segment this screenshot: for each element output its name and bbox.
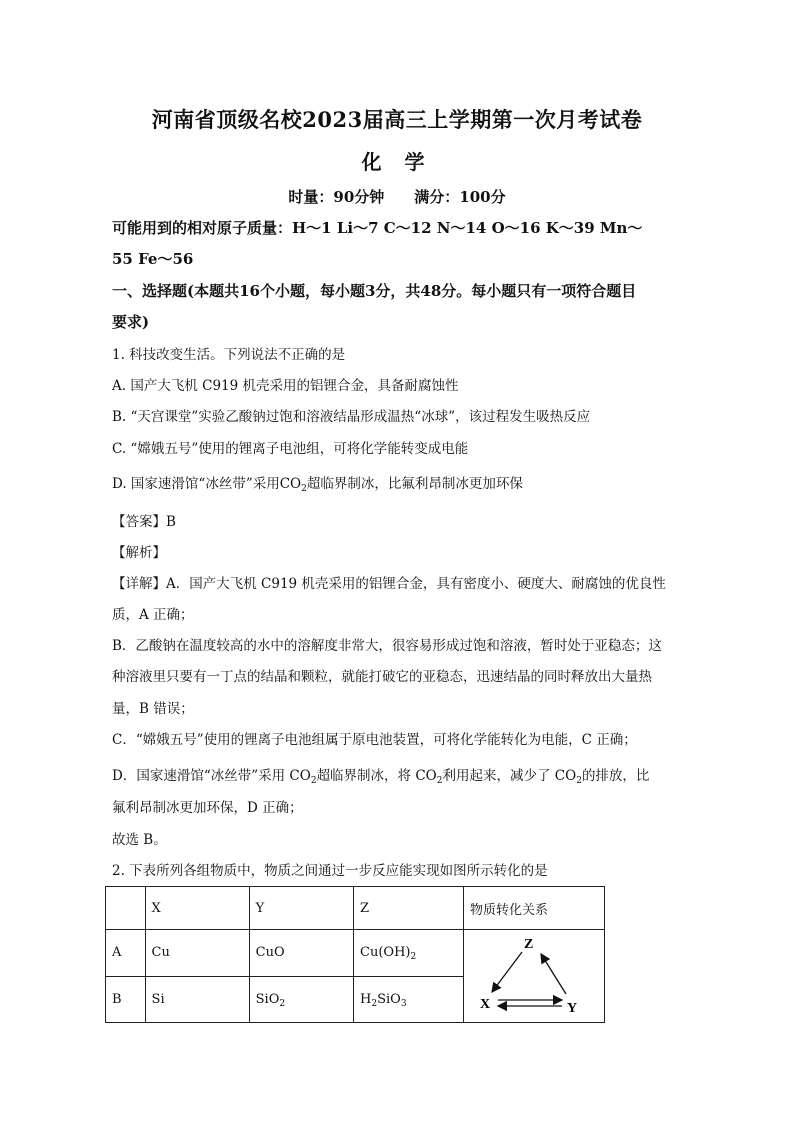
section1-heading-cont: 要求)	[112, 313, 150, 331]
table-cell: A	[106, 930, 146, 977]
rowb-z-sub2: 3	[400, 998, 407, 1009]
q1-detail-6: C．“嫦娥五号”使用的锂离子电池组属于原电池装置，可将化学能转化为电能，C 正确；	[112, 732, 637, 748]
table-cell: Cu	[145, 930, 249, 977]
diagram-label-x: X	[480, 997, 491, 1012]
exam-score: 满分：100分	[414, 188, 506, 206]
q1-option-d-sub: 2	[301, 484, 307, 494]
q1-detail-7-sub2: 2	[436, 776, 443, 786]
q1-detail-2: 质，A 正确；	[112, 607, 194, 623]
rowb-z-sub: 2	[371, 998, 378, 1009]
q1-detail-5: 量，B 错误；	[112, 701, 194, 717]
q1-stem: 1. 科技改变生活。下列说法不正确的是	[112, 347, 346, 363]
rowb-y-pre: SiO	[255, 991, 280, 1007]
table-header-row	[106, 887, 605, 930]
table-header-cell: Y	[249, 887, 353, 930]
q1-detail-7b: 超临界制冰，将 CO	[316, 768, 437, 784]
conversion-diagram	[464, 930, 604, 1018]
conversion-diagram-cell	[464, 930, 605, 1023]
rowb-z-post: SiO	[377, 991, 401, 1007]
q1-option-d	[112, 472, 523, 492]
q1-detail-4: 种溶液里只要有一丁点的结晶和颗粒，就能打破它的亚稳态，迅速结晶的同时释放出大量热	[112, 669, 652, 685]
q1-detail-3: B．乙酸钠在温度较高的水中的溶解度非常大，很容易形成过饱和溶液，暂时处于亚稳态；这	[112, 638, 662, 654]
arrow-z-to-x	[492, 952, 522, 992]
q1-option-b: B. “天宫课堂”实验乙酸钠过饱和溶液结晶形成温热“冰球”，该过程发生吸热反应	[112, 409, 591, 425]
q1-detail-7-sub3: 2	[576, 776, 582, 786]
table-header-cell: X	[145, 887, 249, 930]
table-header-cell: Z	[354, 887, 464, 930]
exam-title: 河南省顶级名校2023届高三上学期第一次月考试卷	[151, 107, 643, 132]
diagram-label-y: Y	[567, 1001, 578, 1016]
diagram-label-z: Z	[524, 937, 534, 952]
q1-option-c: C. “嫦娥五号”使用的锂离子电池组，可将化学能转变成电能	[112, 441, 469, 457]
q1-analysis-label: 【解析】	[112, 545, 166, 561]
table-cell: CuO	[249, 930, 353, 977]
q2-table	[105, 886, 605, 1023]
table-cell	[354, 930, 464, 977]
atomic-masses-line2: 55 Fe～56	[112, 250, 194, 268]
arrow-y-to-z	[541, 954, 566, 994]
table-cell: Si	[145, 976, 249, 1023]
table-row	[106, 930, 605, 977]
section1-heading: 一、选择题(本题共16个小题，每小题3分，共48分。每小题只有一项符合题目	[112, 282, 637, 300]
table-cell: B	[106, 976, 146, 1023]
q2-stem: 2. 下表所列各组物质中，物质之间通过一步反应能实现如图所示转化的是	[112, 863, 548, 879]
q1-detail-7-sub1: 2	[310, 776, 317, 786]
rowa-z-pre: Cu(OH)	[360, 945, 411, 961]
table-cell	[354, 976, 464, 1023]
q1-answer: 【答案】B	[112, 514, 176, 530]
table-cell	[249, 976, 353, 1023]
atomic-masses-line1: 可能用到的相对原子质量：H～1 Li～7 C～12 N～14 O～16 K～39 Mn～	[112, 219, 643, 237]
rowb-y-sub: 2	[279, 998, 286, 1009]
q1-detail-8: 氟利昂制冰更加环保，D 正确；	[112, 800, 303, 816]
q1-detail-7a: D．国家速滑馆“冰丝带”采用 CO	[112, 768, 311, 784]
q1-option-d-pre: D. 国家速滑馆“冰丝带”采用CO	[112, 476, 302, 492]
q1-option-d-post: 超临界制冰，比氟利昂制冰更加环保	[306, 476, 523, 492]
q1-option-a: A. 国产大飞机 C919 机壳采用的铝锂合金，具备耐腐蚀性	[112, 378, 459, 394]
q1-detail-7d: 的排放，比	[581, 768, 650, 784]
subject-title: 化 学	[361, 150, 433, 174]
table-header-cell: 物质转化关系	[464, 887, 605, 930]
table-header-cell	[106, 887, 146, 930]
exam-time: 时量：90分钟	[288, 188, 385, 206]
q1-detail-7	[112, 764, 649, 784]
rowa-z-sub: 2	[410, 952, 417, 963]
exam-time-score	[0, 186, 794, 207]
rowb-z-pre: H	[360, 991, 372, 1007]
q1-detail-7c: 利用起来，减少了 CO	[442, 768, 577, 784]
q1-conclusion: 故选 B。	[112, 832, 167, 848]
q1-detail-1: 【详解】A．国产大飞机 C919 机壳采用的铝锂合金，具有密度小、硬度大、耐腐蚀的优良性	[112, 576, 666, 592]
